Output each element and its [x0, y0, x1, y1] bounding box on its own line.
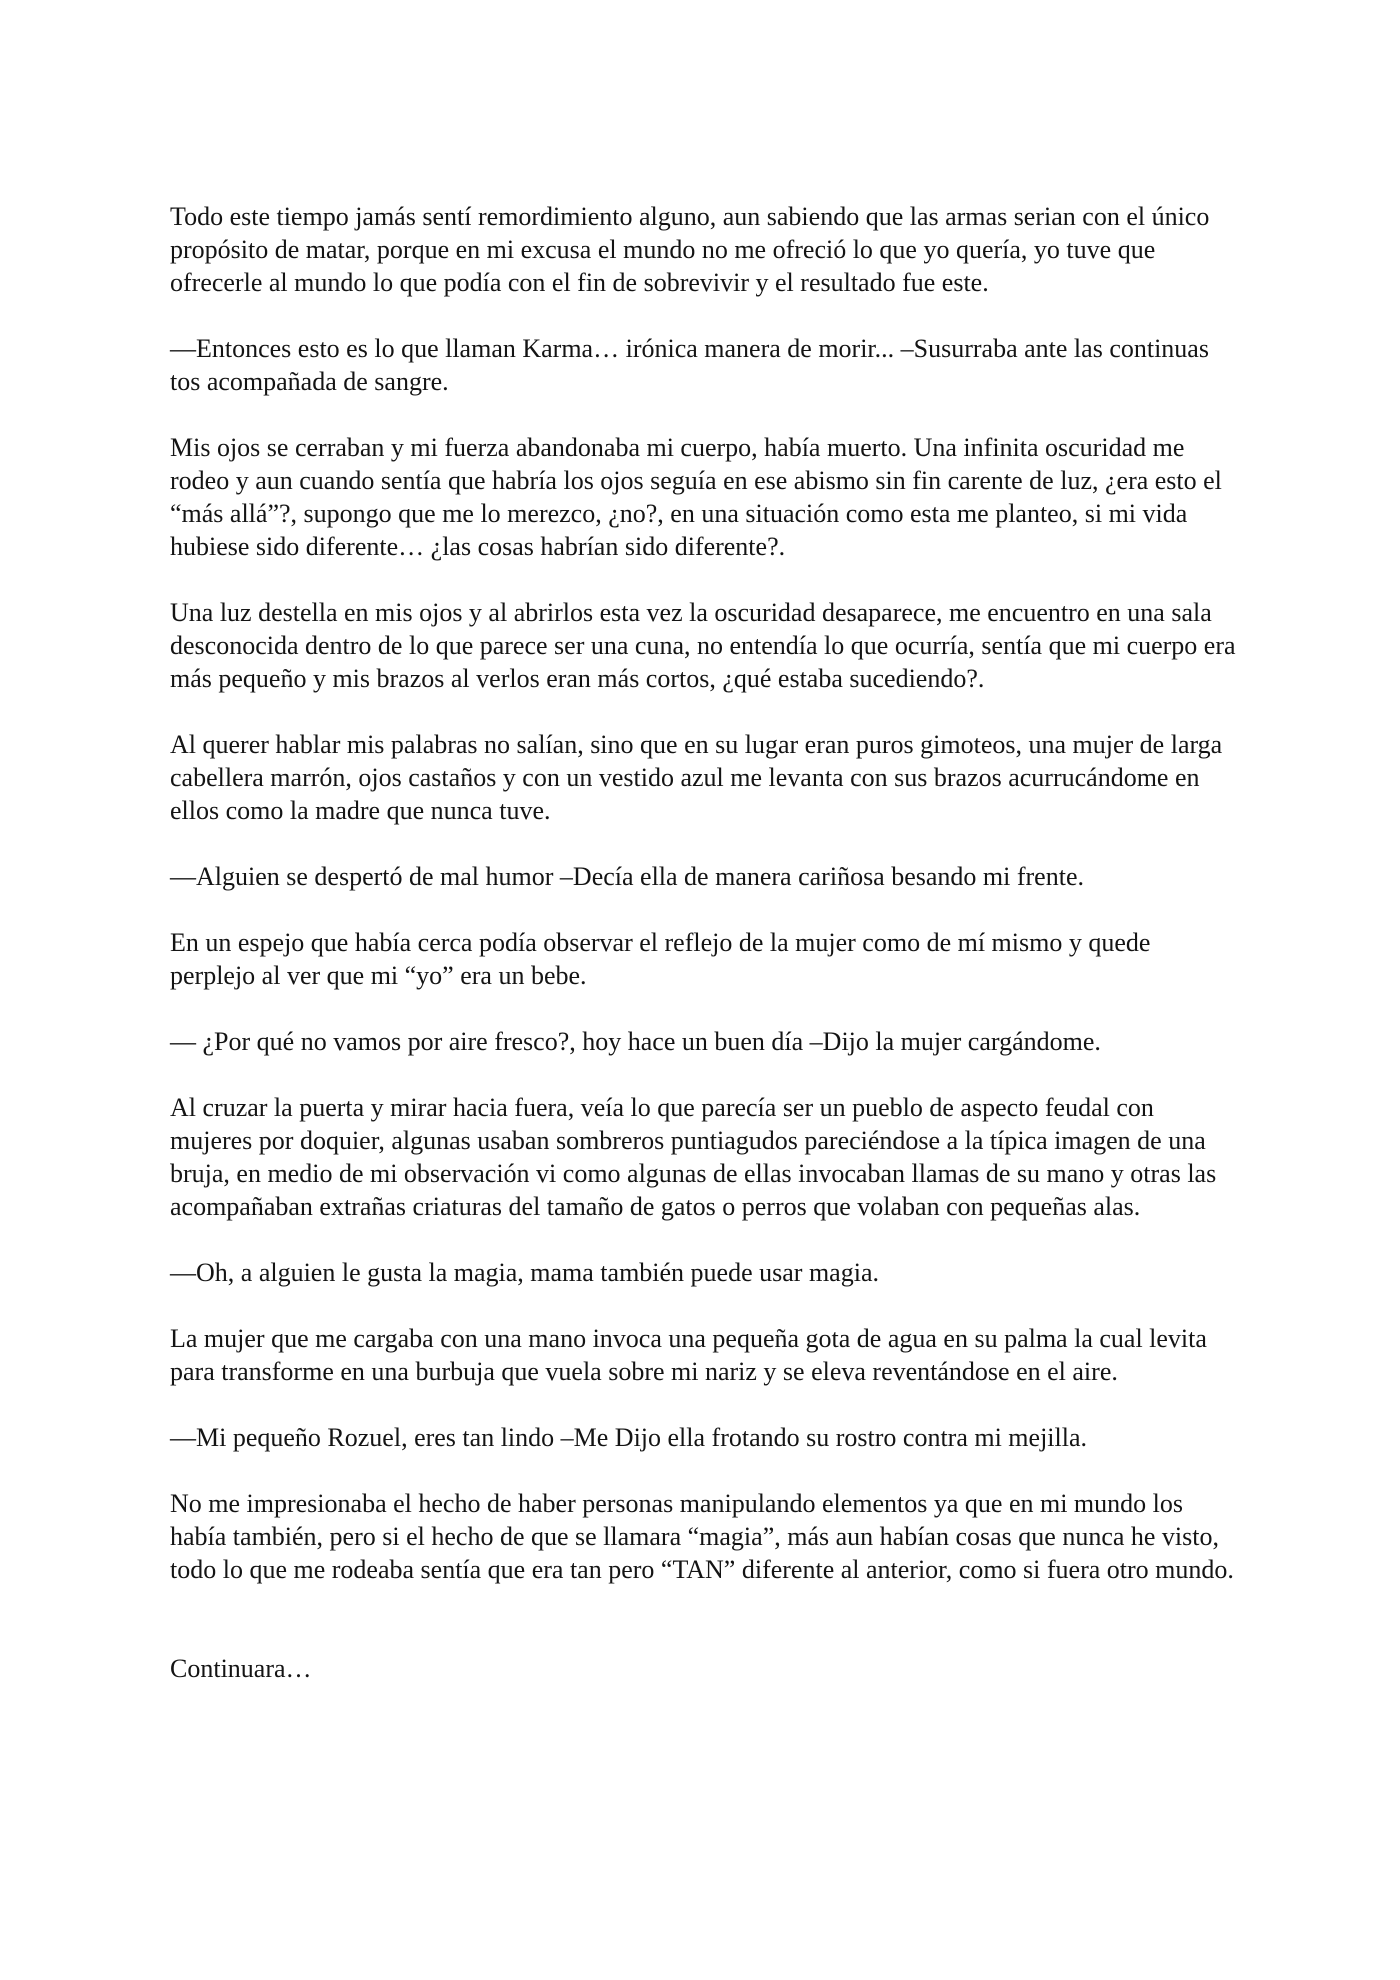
- dialogue-paragraph: —Oh, a alguien le gusta la magia, mama también puede usar magia.: [170, 1258, 879, 1287]
- paragraph: Mis ojos se cerraban y mi fuerza abandonaba mi cuerpo, había muerto. Una infinita oscuridad me rodeo y aun cuando sentía que habría los ojos seguía en ese abismo sin fin carente de luz, ¿era esto el “más allá”?, supongo que me lo merezco, ¿no?, en una situación como esta me planteo, si mi vida hubiese sido diferente… ¿las cosas habrían sido diferente?.: [170, 433, 1222, 561]
- paragraph: En un espejo que había cerca podía observar el reflejo de la mujer como de mí mismo y quede perplejo al ver que mi “yo” era un bebe.: [170, 928, 1151, 990]
- paragraph: Al cruzar la puerta y mirar hacia fuera, veía lo que parecía ser un pueblo de aspecto feudal con mujeres por doquier, algunas usaban sombreros puntiagudos pareciéndose a la típica imagen de una bruja, en medio de mi observación vi como algunas de ellas invocaban llamas de su mano y otras las acompañaban extrañas criaturas del tamaño de gatos o perros que volaban con pequeñas alas.: [170, 1093, 1217, 1221]
- dialogue-paragraph: —Alguien se despertó de mal humor –Decía ella de manera cariñosa besando mi frente.: [170, 862, 1084, 891]
- dialogue-paragraph: — ¿Por qué no vamos por aire fresco?, hoy hace un buen día –Dijo la mujer cargándome.: [170, 1027, 1101, 1056]
- dialogue-paragraph: —Mi pequeño Rozuel, eres tan lindo –Me Dijo ella frotando su rostro contra mi mejilla.: [170, 1423, 1088, 1452]
- paragraph: No me impresionaba el hecho de haber personas manipulando elementos ya que en mi mundo los había también, pero si el hecho de que se llamara “magia”, más aun habían cosas que nunca he visto, todo lo que me rodeaba sentía que era tan pero “TAN” diferente al anterior, como si fuera otro mundo.: [170, 1489, 1234, 1584]
- paragraph: Una luz destella en mis ojos y al abrirlos esta vez la oscuridad desaparece, me encuentro en una sala desconocida dentro de lo que parece ser una cuna, no entendía lo que ocurría, sentía que mi cuerpo era más pequeño y mis brazos al verlos eran más cortos, ¿qué estaba sucediendo?.: [170, 598, 1236, 693]
- dialogue-paragraph: —Entonces esto es lo que llaman Karma… irónica manera de morir... –Susurraba ante las continuas tos acompañada de sangre.: [170, 334, 1209, 396]
- closing-line: Continuara…: [170, 1654, 312, 1683]
- paragraph: Al querer hablar mis palabras no salían, sino que en su lugar eran puros gimoteos, una mujer de larga cabellera marrón, ojos castaños y con un vestido azul me levanta con sus brazos acurrucándome en ellos como la madre que nunca tuve.: [170, 730, 1223, 825]
- body-text: [170, 200, 1240, 1685]
- paragraph: Todo este tiempo jamás sentí remordimiento alguno, aun sabiendo que las armas serian con el único propósito de matar, porque en mi excusa el mundo no me ofreció lo que yo quería, yo tuve que ofrecerle al mundo lo que podía con el fin de sobrevivir y el resultado fue este.: [170, 202, 1210, 297]
- paragraph: La mujer que me cargaba con una mano invoca una pequeña gota de agua en su palma la cual levita para transforme en una burbuja que vuela sobre mi nariz y se eleva reventándose en el aire.: [170, 1324, 1207, 1386]
